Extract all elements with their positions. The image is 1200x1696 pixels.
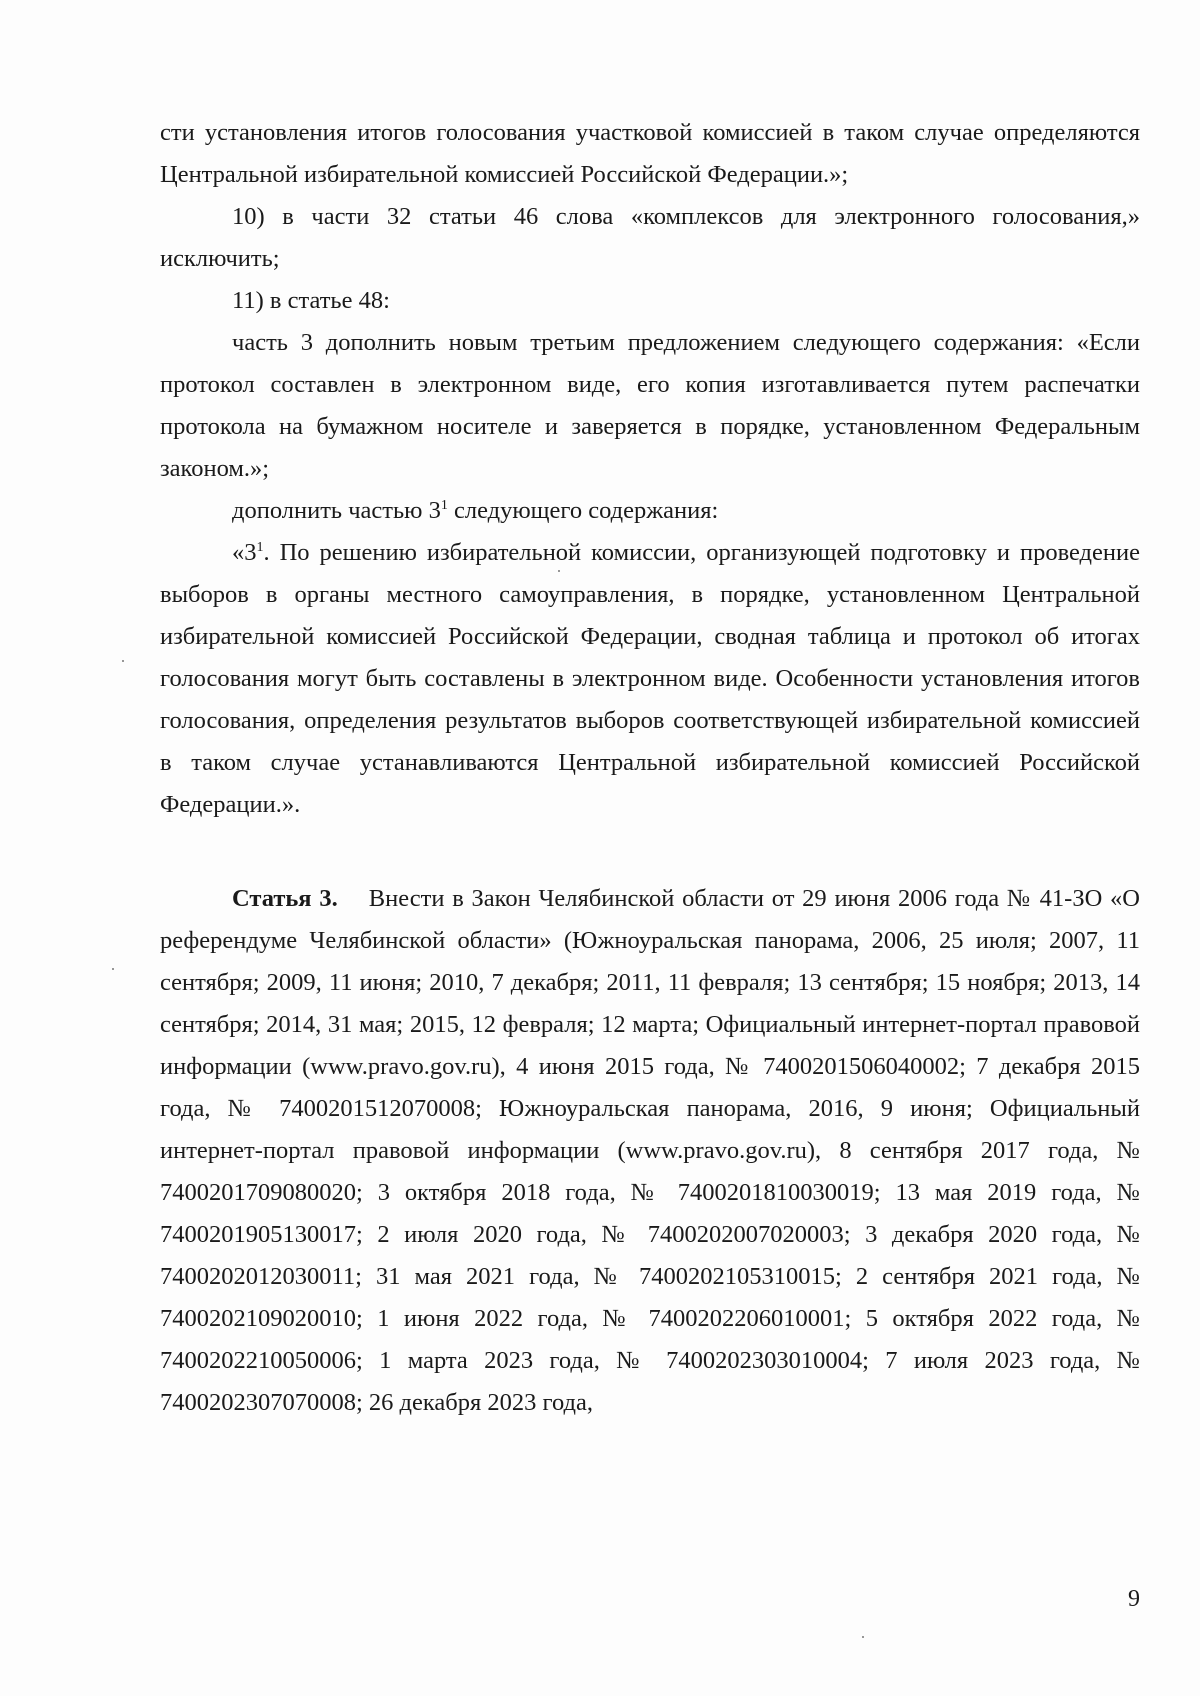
scan-speck bbox=[558, 570, 560, 572]
scan-speck bbox=[122, 660, 124, 662]
page-number: 9 bbox=[1128, 1586, 1140, 1612]
article-title: Статья 3. bbox=[232, 885, 338, 912]
paragraph-add-part-text-end: следующего содержания: bbox=[447, 497, 719, 524]
superscript: 1 bbox=[256, 539, 264, 555]
paragraph-part-3-amendment: часть 3 дополнить новым третьим предложением следующего содержания: «Если протокол составлен в электронном виде, его копия изготавливается путем распечатки протокола на бумажном носителе и заверяется в порядке, установленном Федеральным законом.»; bbox=[160, 329, 1140, 482]
paragraph-item-11: 11) в статье 48: bbox=[232, 287, 390, 314]
paragraph-item-10: 10) в части 32 статьи 46 слова «комплексов для электронного голосования,» исключить; bbox=[160, 203, 1140, 272]
superscript: 1 bbox=[440, 497, 448, 513]
article-3 bbox=[160, 878, 1140, 1424]
spacer bbox=[160, 826, 1140, 878]
article-text: Внести в Закон Челябинской области от 29 июня 2006 года № 41-ЗО «О референдуме Челябинской области» (Южноуральская панорама, 2006, 25 июля; 2007, 11 сентября; 2009, 11 июня; 2010, 7 декабря; 2011, 11 февраля; 13 сентября; 15 ноября; 2013, 14 сентября; 2014, 31 мая; 2015, 12 февраля; 12 марта; Официальный интернет-портал правовой информации (www.pravo.gov.ru), 4 июня 2015 года, № 7400201506040002; 7 декабря 2015 года, № 7400201512070008; Южноуральская панорама, 2016, 9 июня; Официальный интернет-портал правовой информации (www.pravo.gov.ru), 8 сентября 2017 года, № 7400201709080020; 3 октября 2018 года, № 7400201810030019; 13 мая 2019 года, № 7400201905130017; 2 июля 2020 года, № 7400202007020003; 3 декабря 2020 года, № 7400202012030011; 31 мая 2021 года, № 7400202105310015; 2 сентября 2021 года, № 7400202109020010; 1 июня 2022 года, № 7400202206010001; 5 октября 2022 года, № 7400202210050006; 1 марта 2023 года, № 7400202303010004; 7 июля 2023 года, № 7400202307070008; 26 декабря 2023 года, bbox=[160, 885, 1140, 1416]
document-body bbox=[160, 112, 1140, 1424]
scan-speck bbox=[862, 1636, 864, 1638]
paragraph-part-3-1-start: «3 bbox=[232, 539, 257, 566]
paragraph-add-part bbox=[160, 490, 1140, 532]
scan-speck bbox=[112, 968, 114, 970]
paragraph-continuation: сти установления итогов голосования участковой комиссией в таком случае определяются Центральной избирательной комиссией Российской Федерации.»; bbox=[160, 119, 1140, 188]
paragraph-part-3-1-text: . По решению избирательной комиссии, организующей подготовку и проведение выборов в органы местного самоуправления, в порядке, установленном Центральной избирательной комиссией Российской Федерации, сводная таблица и протокол об итогах голосования могут быть составлены в электронном виде. Особенности установления итогов голосования, определения результатов выборов соответствующей избирательной комиссией в таком случае устанавливаются Центральной избирательной комиссией Российской Федерации.». bbox=[160, 539, 1140, 818]
paragraph-part-3-1 bbox=[160, 532, 1140, 826]
paragraph-add-part-text: дополнить частью 3 bbox=[232, 497, 441, 524]
